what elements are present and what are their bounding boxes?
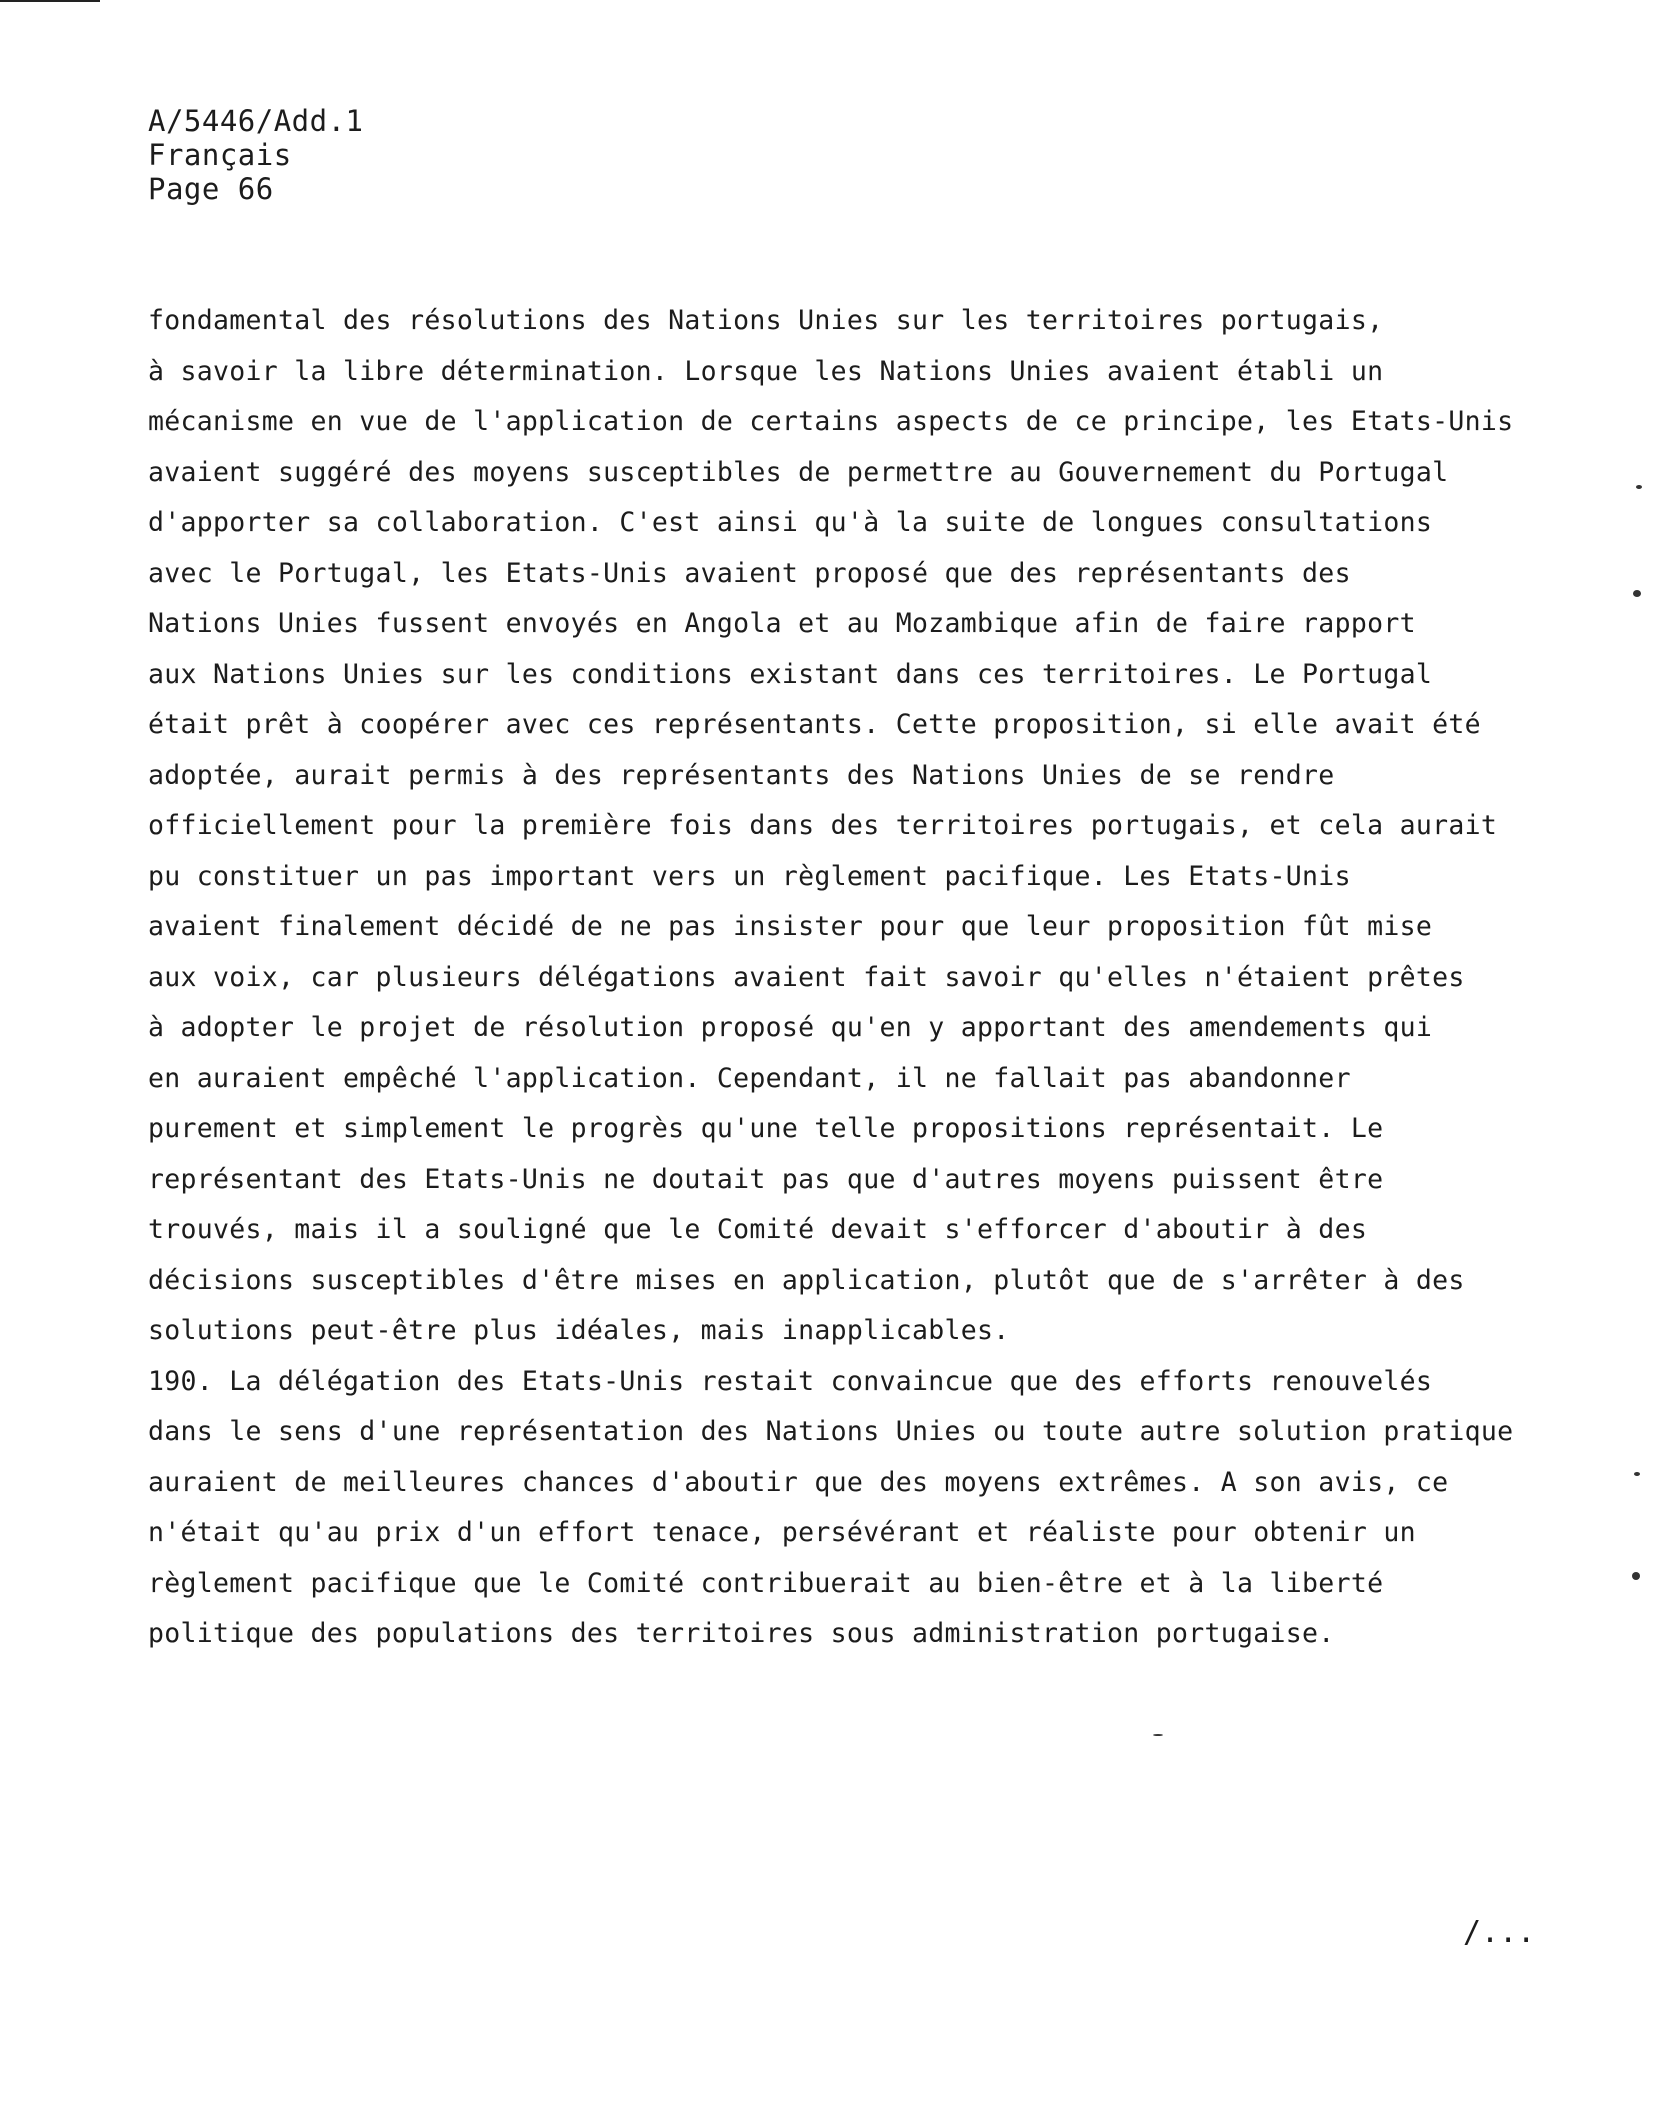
text-line: aux Nations Unies sur les conditions existant dans ces territoires. Le Portugal [148, 658, 1433, 690]
text-line: dans le sens d'une représentation des Nations Unies ou toute autre solution pratique [148, 1416, 1514, 1447]
scan-speck [1632, 1572, 1640, 1580]
text-line: en auraient empêché l'application. Cependant, il ne fallait pas abandonner [148, 1062, 1351, 1094]
page-number: Page 66 [148, 172, 274, 206]
text-line: trouvés, mais il a souligné que le Comité devait s'efforcer d'aboutir à des [148, 1214, 1368, 1245]
continuation-mark: /... [1463, 1915, 1536, 1950]
text-line: fondamental des résolutions des Nations Unies sur les territoires portugais, [148, 305, 1384, 336]
scan-speck [1153, 1734, 1163, 1736]
text-line: solutions peut-être plus idéales, mais inapplicables. [148, 1315, 1010, 1346]
text-line: était prêt à coopérer avec ces représentants. Cette proposition, si elle avait été [148, 709, 1481, 740]
text-line: décisions susceptibles d'être mises en application, plutôt que de s'arrêter à des [148, 1264, 1465, 1296]
text-line: à adopter le projet de résolution proposé qu'en y apportant des amendements qui [148, 1012, 1433, 1043]
document-language: Français [148, 138, 292, 172]
text-line: auraient de meilleures chances d'aboutir que des moyens extrêmes. A son avis, ce [148, 1466, 1449, 1498]
scan-speck [1636, 485, 1642, 489]
text-line: aux voix, car plusieurs délégations avaient fait savoir qu'elles n'étaient prêtes [148, 961, 1465, 993]
text-line: à savoir la libre détermination. Lorsque les Nations Unies avaient établi un [148, 355, 1384, 387]
document-header [148, 104, 364, 206]
scan-speck [1633, 590, 1641, 597]
text-line: Nations Unies fussent envoyés en Angola et au Mozambique afin de faire rapport [148, 608, 1416, 639]
body-text [148, 296, 1568, 1660]
top-rule [0, 0, 100, 2]
text-line: d'apporter sa collaboration. C'est ainsi qu'à la suite de longues consultations [148, 507, 1433, 538]
text-line: avec le Portugal, les Etats-Unis avaient proposé que des représentants des [148, 557, 1351, 589]
text-line: représentant des Etats-Unis ne doutait pas que d'autres moyens puissent être [148, 1163, 1384, 1195]
text-line: officiellement pour la première fois dans des territoires portugais, et cela aurait [148, 810, 1498, 841]
text-line: avaient suggéré des moyens susceptibles de permettre au Gouvernement du Portugal [148, 456, 1449, 488]
text-line: n'était qu'au prix d'un effort tenace, persévérant et réaliste pour obtenir un [148, 1517, 1416, 1548]
scan-speck [1634, 1472, 1640, 1476]
text-line: politique des populations des territoires sous administration portugaise. [148, 1618, 1335, 1649]
text-line: avaient finalement décidé de ne pas insister pour que leur proposition fût mise [148, 911, 1433, 942]
text-line: règlement pacifique que le Comité contribuerait au bien-être et à la liberté [148, 1567, 1384, 1599]
text-line: adoptée, aurait permis à des représentants des Nations Unies de se rendre [148, 759, 1335, 791]
text-line: mécanisme en vue de l'application de certains aspects de ce principe, les Etats-Unis [148, 406, 1514, 437]
text-line: purement et simplement le progrès qu'une telle propositions représentait. Le [148, 1113, 1384, 1144]
document-symbol: A/5446/Add.1 [148, 104, 364, 138]
text-line: pu constituer un pas important vers un règlement pacifique. Les Etats-Unis [148, 860, 1351, 892]
text-line: 190. La délégation des Etats-Unis restait convaincue que des efforts renouvelés [148, 1365, 1433, 1397]
